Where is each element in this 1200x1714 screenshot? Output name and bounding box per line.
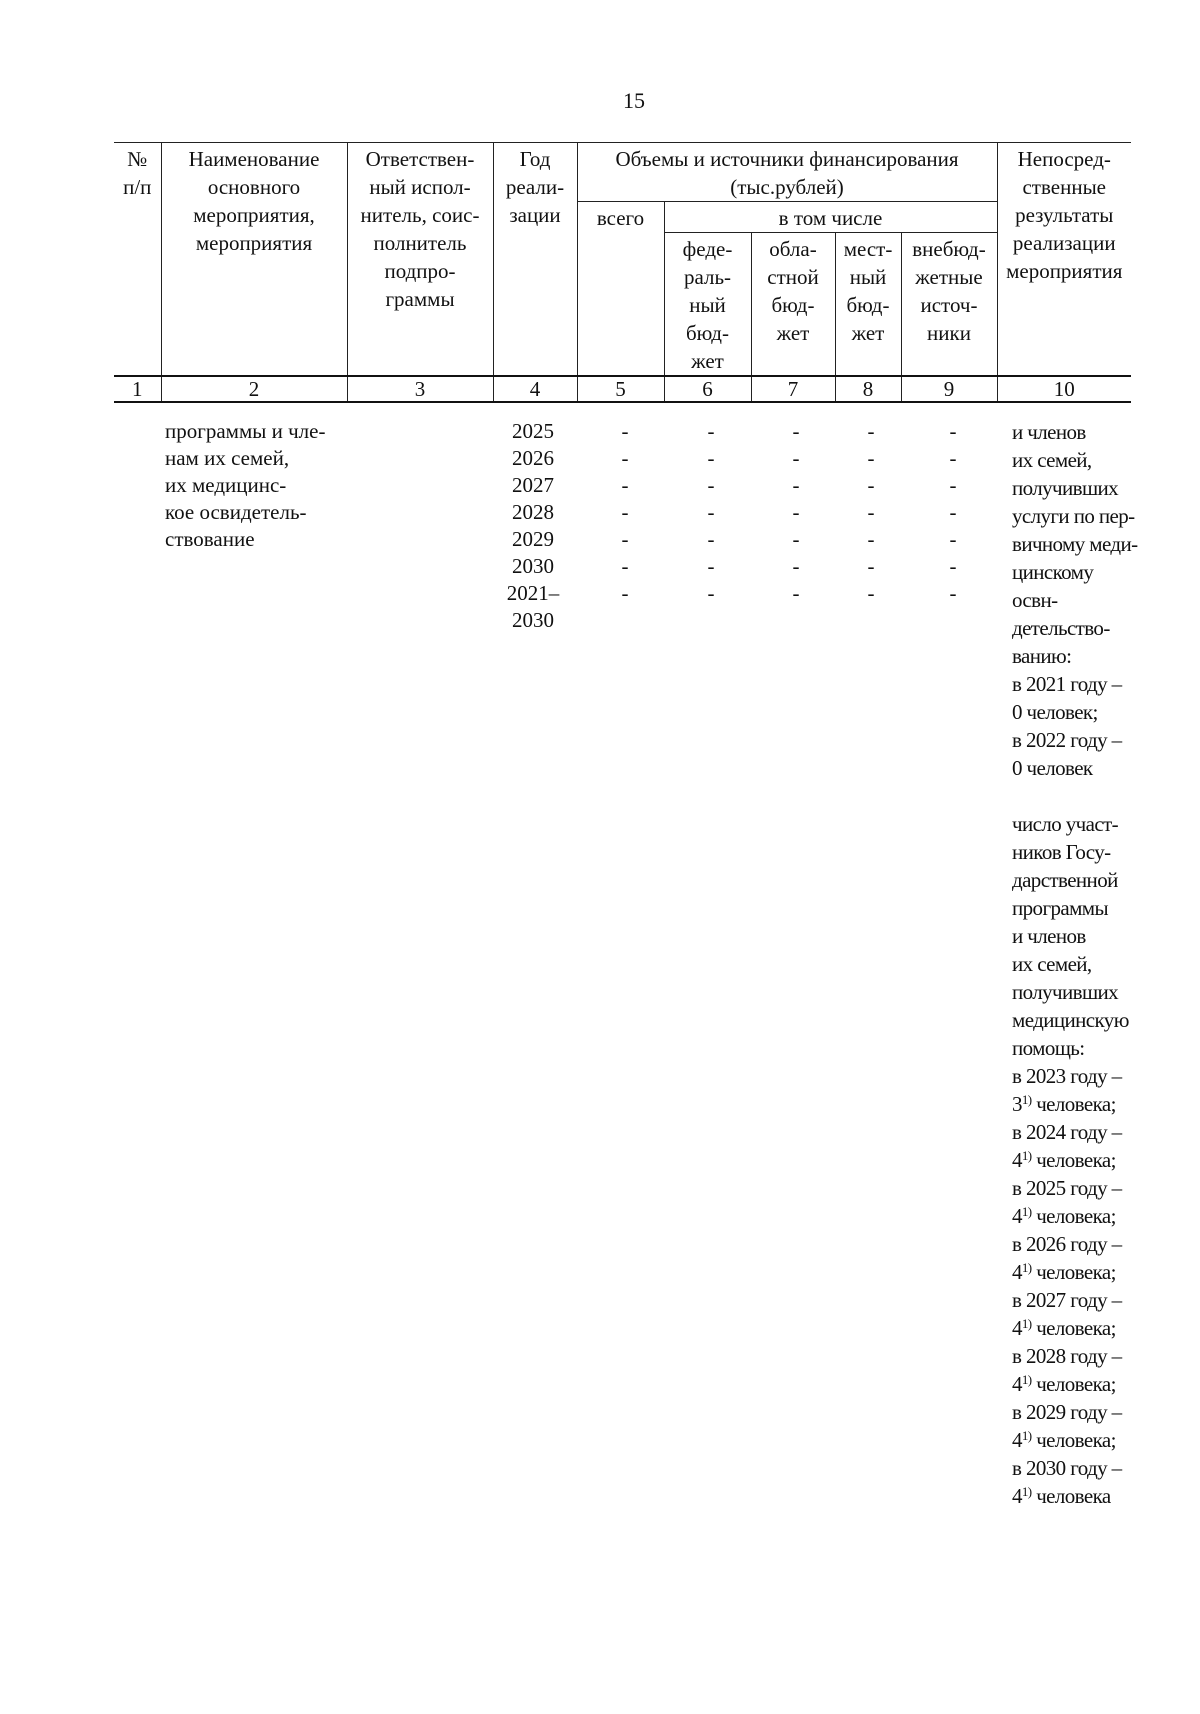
column-number-8: 8	[835, 376, 901, 402]
result-year-line: в 2026 году –	[1012, 1232, 1122, 1256]
result-unit: человека;	[1031, 1372, 1116, 1396]
result-year-line: в 2023 году –	[1012, 1064, 1122, 1088]
result-year-line: в 2030 году –	[1012, 1456, 1122, 1480]
header-executor: Ответствен- ный испол- нитель, соис- полнитель подпро- граммы	[347, 143, 493, 377]
program-table	[114, 142, 1131, 403]
result-count: 4	[1012, 1148, 1022, 1172]
header-funding-group: Объемы и источники финансирования (тыс.рублей)	[577, 143, 997, 202]
total-values: - - - - - - -	[621, 419, 629, 605]
result-year-line: в 2027 году –	[1012, 1288, 1122, 1312]
result-count-line	[1012, 1258, 1140, 1286]
column-number-3: 3	[347, 376, 493, 402]
header-activity-name: Наименование основного мероприятия, мероприятия	[161, 143, 347, 377]
column-number-10: 10	[997, 376, 1131, 402]
result-unit: человека;	[1031, 1092, 1116, 1116]
column-number-7: 7	[751, 376, 835, 402]
result-count: 4	[1012, 1372, 1022, 1396]
result-count: 4	[1012, 1316, 1022, 1340]
column-number-1: 1	[114, 376, 161, 402]
result-count-line	[1012, 1482, 1140, 1510]
header-results: Непосред- ственные результаты реализации мероприятия	[997, 143, 1131, 377]
footnote-marker: 1)	[1021, 1148, 1032, 1163]
result-year-line: в 2024 году –	[1012, 1120, 1122, 1144]
header-total: всего	[577, 202, 664, 377]
local-values: - - - - - - -	[867, 419, 875, 605]
header-year: Год реали- зации	[493, 143, 577, 377]
header-regional: обла- стной бюд- жет	[751, 233, 835, 377]
results-years-list	[1012, 1062, 1140, 1510]
federal-values: - - - - - - -	[707, 419, 715, 605]
footnote-marker: 1)	[1021, 1372, 1032, 1387]
column-number-6: 6	[664, 376, 751, 402]
result-count-line	[1012, 1146, 1140, 1174]
footnote-marker: 1)	[1021, 1428, 1032, 1443]
result-count-line	[1012, 1090, 1140, 1118]
footnote-marker: 1)	[1021, 1260, 1032, 1275]
result-unit: человека;	[1031, 1316, 1116, 1340]
result-unit: человека	[1031, 1484, 1111, 1508]
result-unit: человека;	[1031, 1148, 1116, 1172]
extrabudget-values: - - - - - - -	[949, 419, 957, 605]
footnote-marker: 1)	[1021, 1484, 1032, 1499]
header-extrabudget: внебюд- жетные источ- ники	[901, 233, 997, 377]
header-number: № п/п	[114, 143, 161, 377]
footnote-marker: 1)	[1021, 1204, 1032, 1219]
activity-name-cell: программы и чле- нам их семей, их медицинс- кое освидетель- ствование	[165, 419, 326, 551]
result-unit: человека;	[1031, 1204, 1116, 1228]
result-count: 4	[1012, 1260, 1022, 1284]
result-year-line: в 2028 году –	[1012, 1344, 1122, 1368]
results-block-services: и членов их семей, получивших услуги по пер- вичному меди- цинскому освн- детельство- ванию: в 2021 году – 0 человек; в 2022 году – 0 человек	[1012, 420, 1138, 780]
result-count: 4	[1012, 1428, 1022, 1452]
result-count-line	[1012, 1202, 1140, 1230]
result-unit: человека;	[1031, 1428, 1116, 1452]
header-local: мест- ный бюд- жет	[835, 233, 901, 377]
result-unit: человека;	[1031, 1260, 1116, 1284]
result-count: 3	[1012, 1092, 1022, 1116]
header-including: в том числе	[664, 202, 997, 233]
column-number-5: 5	[577, 376, 664, 402]
regional-values: - - - - - - -	[792, 419, 800, 605]
results-block-medical: число участ- ников Госу- дарственной программы и членов их семей, получивших медицинскую помощь:	[1012, 812, 1129, 1060]
result-count: 4	[1012, 1484, 1022, 1508]
column-number-9: 9	[901, 376, 997, 402]
result-year-line: в 2025 году –	[1012, 1176, 1122, 1200]
column-number-4: 4	[493, 376, 577, 402]
result-count-line	[1012, 1426, 1140, 1454]
result-count-line	[1012, 1370, 1140, 1398]
result-count: 4	[1012, 1204, 1022, 1228]
header-federal: феде- раль- ный бюд- жет	[664, 233, 751, 377]
page-number: 15	[623, 88, 645, 113]
result-count-line	[1012, 1314, 1140, 1342]
footnote-marker: 1)	[1021, 1316, 1032, 1331]
footnote-marker: 1)	[1021, 1092, 1032, 1107]
result-year-line: в 2029 году –	[1012, 1400, 1122, 1424]
column-number-2: 2	[161, 376, 347, 402]
results-cell	[1012, 418, 1140, 1510]
year-cell: 2025 2026 2027 2028 2029 2030 2021– 2030	[506, 419, 560, 632]
